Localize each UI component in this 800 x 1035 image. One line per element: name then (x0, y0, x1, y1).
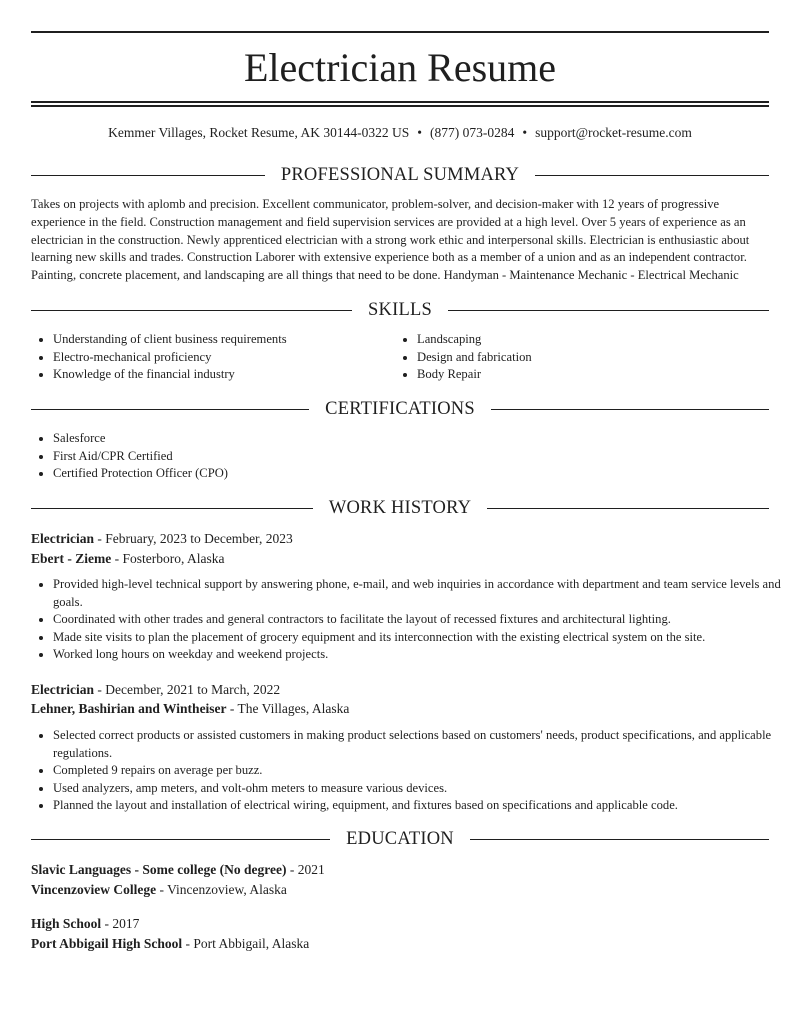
section-title: SKILLS (368, 300, 432, 320)
section-rule (31, 310, 352, 311)
list-item: • Electro-mechanical proficiency (53, 349, 393, 367)
list-item: • Coordinated with other trades and general contractors to facilitate the layout of recessed fixtures and architectural lighting. (53, 611, 791, 629)
job-dates: - December, 2021 to March, 2022 (93, 682, 281, 697)
list-item: • Design and fabrication (417, 349, 757, 367)
section-rule (31, 409, 309, 410)
skills-list-right (395, 331, 757, 384)
section-title: CERTIFICATIONS (325, 399, 475, 419)
list-item: • Certified Protection Officer (CPO) (53, 465, 791, 483)
list-item: • Completed 9 repairs on average per buzz. (53, 762, 791, 780)
contact-address: Kemmer Villages, Rocket Resume, AK 30144-0322 US (108, 125, 410, 140)
job-location: - Fosterboro, Alaska (111, 551, 225, 566)
education-location: - Port Abbigail, Alaska (182, 936, 310, 951)
job-bullets (31, 576, 791, 664)
job-employer-line (31, 700, 769, 718)
job-employer-line (31, 550, 769, 568)
education-school: Vincenzoview College (31, 882, 157, 897)
contact-separator: • (522, 125, 528, 140)
contact-email: support@rocket-resume.com (535, 125, 692, 140)
education-degree-line (31, 861, 769, 879)
list-item: • Provided high-level technical support by answering phone, e-mail, and web inquiries in accordance with department and team service levels and goals. (53, 576, 791, 611)
section-header-summary (31, 163, 769, 187)
section-rule (448, 310, 769, 311)
job-bullets (31, 727, 791, 815)
list-item: • Landscaping (417, 331, 757, 349)
section-title: WORK HISTORY (328, 498, 472, 518)
list-item: • Salesforce (53, 430, 791, 448)
skills-list-left (31, 331, 393, 384)
section-rule (535, 175, 769, 176)
section-rule (31, 839, 330, 840)
job-employer: Lehner, Bashirian and Wintheiser (31, 701, 227, 716)
double-rule (31, 101, 769, 107)
list-item: • Made site visits to plan the placement of grocery equipment and its interconnection with the existing electrical system on the site. (53, 629, 791, 647)
job-title: Electrician (31, 682, 94, 697)
education-year: - 2017 (101, 916, 140, 931)
list-item: • Planned the layout and installation of electrical wiring, equipment, and fixtures based on specifications and applicable code. (53, 797, 791, 815)
list-item: • Understanding of client business requirements (53, 331, 393, 349)
education-degree: High School (31, 916, 102, 931)
education-degree-line (31, 915, 769, 933)
section-header-skills (31, 298, 769, 322)
education-location: - Vincenzoview, Alaska (156, 882, 287, 897)
job-title-line (31, 681, 769, 699)
section-rule (487, 508, 769, 509)
education-school-line (31, 881, 769, 899)
section-header-work-history (31, 496, 769, 520)
contact-phone: (877) 073-0284 (430, 125, 515, 140)
education-school: Port Abbigail High School (31, 936, 183, 951)
job-title: Electrician (31, 531, 94, 546)
job-location: - The Villages, Alaska (226, 701, 350, 716)
list-item: • Used analyzers, amp meters, and volt-ohm meters to measure various devices. (53, 780, 791, 798)
summary-text: Takes on projects with aplomb and precision. Excellent communicator, problem-solver, and decision-maker with 12 years of progressive experience in the field. Construction management and field supervision services are provided at a high level. Over 5 years of experience as an electrician in the construction. Newly apprenticed electrician with a strong work ethic and interpersonal skills. Electrician is enthusiastic about learning new skills and trades. Construction Laborer with extensive experience both as a member of a union and as an independent contractor. Painting, concrete placement, and landscaping are all things that need to be done. Handyman - Maintenance Mechanic - Electrical Mechanic (31, 197, 750, 283)
section-rule (31, 175, 265, 176)
top-rule (31, 31, 769, 33)
list-item: • Selected correct products or assisted customers in making product selections based on customers' needs, product specifications, and applicable regulations. (53, 727, 791, 762)
list-item: • Body Repair (417, 366, 757, 384)
section-rule (491, 409, 769, 410)
education-school-line (31, 935, 769, 953)
job-employer: Ebert - Zieme (31, 551, 112, 566)
section-rule (470, 839, 769, 840)
section-rule (31, 508, 313, 509)
job-dates: - February, 2023 to December, 2023 (93, 531, 293, 546)
section-header-certifications (31, 397, 769, 421)
section-title: EDUCATION (346, 829, 454, 849)
section-title: PROFESSIONAL SUMMARY (280, 165, 520, 185)
education-degree: Slavic Languages - Some college (No degree) (31, 862, 287, 877)
list-item: • Worked long hours on weekday and weekend projects. (53, 646, 791, 664)
contact-separator: • (417, 125, 422, 140)
list-item: • First Aid/CPR Certified (53, 448, 791, 466)
contact-line (31, 124, 769, 142)
list-item: • Knowledge of the financial industry (53, 366, 393, 384)
job-title-line (31, 530, 769, 548)
page-title: Electrician Resume (243, 45, 557, 90)
education-year: - 2021 (286, 862, 325, 877)
certifications-list (31, 430, 791, 483)
section-header-education (31, 827, 769, 851)
